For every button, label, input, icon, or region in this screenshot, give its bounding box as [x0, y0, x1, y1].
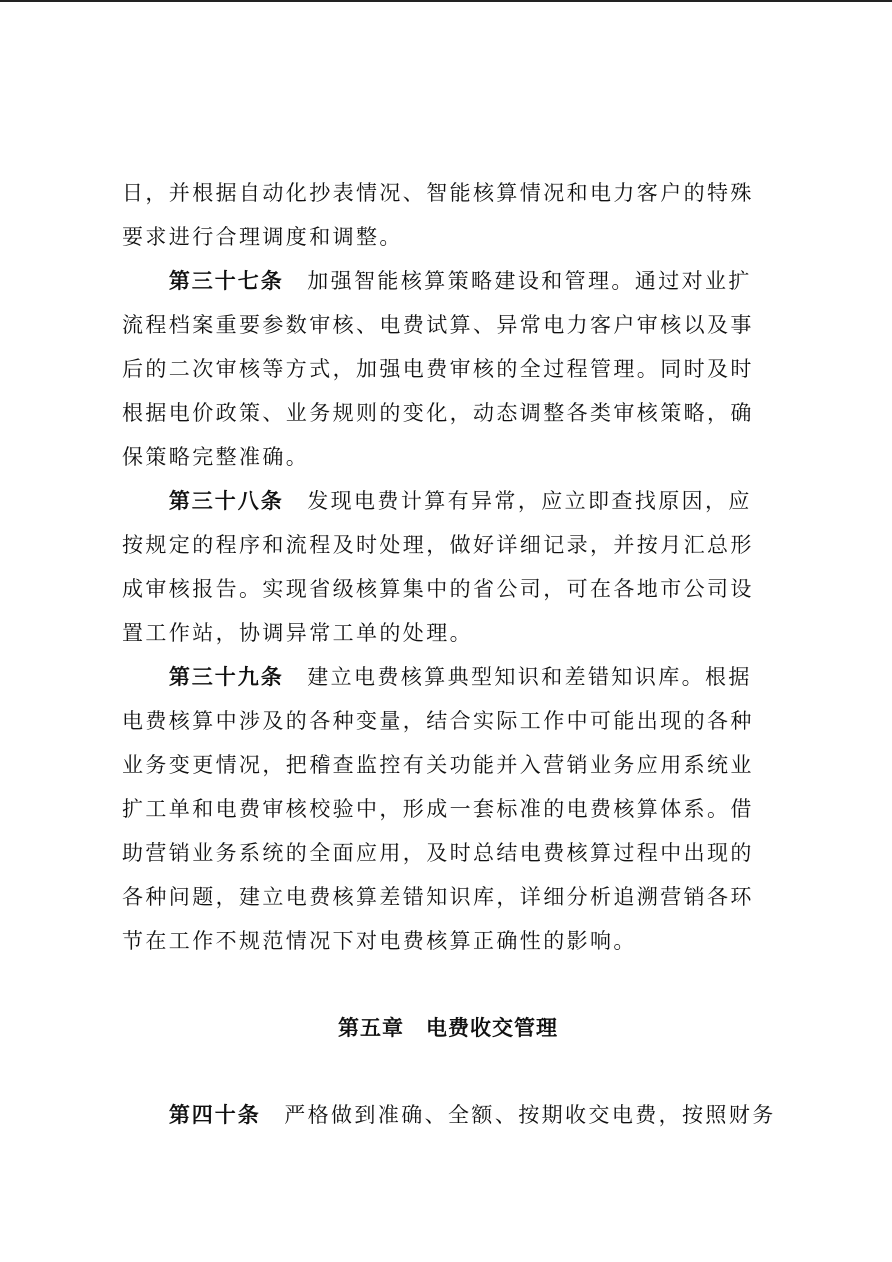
- article-text: 严格做到准确、全额、按期收交电费，按照财务: [284, 1103, 776, 1127]
- document-page: [122, 171, 774, 1137]
- text-line: 置工作站，协调异常工单的处理。: [122, 621, 473, 645]
- article-title: 第四十条: [168, 1103, 261, 1127]
- text-line: 流程档案重要参数审核、电费试算、异常电力客户审核以及事: [122, 313, 754, 337]
- text-line: 业务变更情况，把稽查监控有关功能并入营销业务应用系统业: [122, 753, 754, 777]
- text-line: 保策略完整准确。: [122, 445, 310, 469]
- top-border-line: [0, 0, 892, 2]
- text-line: 各种问题，建立电费核算差错知识库，详细分析追溯营销各环: [122, 885, 754, 909]
- text-line: 后的二次审核等方式，加强电费审核的全过程管理。同时及时: [122, 357, 754, 381]
- text-line: 电费核算中涉及的各种变量，结合实际工作中可能出现的各种: [122, 709, 754, 733]
- article-title: 第三十九条: [168, 665, 284, 689]
- article-37: [122, 259, 774, 479]
- chapter-number: 第五章: [338, 1016, 404, 1040]
- article-38: [122, 479, 774, 655]
- article-first-line: [122, 1093, 774, 1137]
- chapter-heading: [122, 1006, 774, 1050]
- article-title: 第三十八条: [168, 489, 284, 513]
- article-40: [122, 1093, 774, 1137]
- article-first-line: [122, 479, 774, 523]
- text-line: 成审核报告。实现省级核算集中的省公司，可在各地市公司设: [122, 577, 754, 601]
- text-line: 日，并根据自动化抄表情况、智能核算情况和电力客户的特殊: [122, 181, 754, 205]
- article-39: [122, 655, 774, 963]
- text-line: 根据电价政策、业务规则的变化，动态调整各类审核策略，确: [122, 401, 754, 425]
- text-line: 节在工作不规范情况下对电费核算正确性的影响。: [122, 929, 637, 953]
- text-line: 扩工单和电费审核校验中，形成一套标准的电费核算体系。借: [122, 797, 754, 821]
- text-line: 要求进行合理调度和调整。: [122, 225, 403, 249]
- text-line: 助营销业务系统的全面应用，及时总结电费核算过程中出现的: [122, 841, 754, 865]
- paragraph-continuation: [122, 171, 774, 259]
- article-first-line: [122, 655, 774, 699]
- article-text: 加强智能核算策略建设和管理。通过对业扩: [307, 269, 752, 293]
- article-title: 第三十七条: [168, 269, 284, 293]
- article-first-line: [122, 259, 774, 303]
- chapter-title: 电费收交管理: [426, 1016, 558, 1040]
- article-text: 发现电费计算有异常，应立即查找原因，应: [307, 489, 752, 513]
- article-text: 建立电费核算典型知识和差错知识库。根据: [307, 665, 752, 689]
- text-line: 按规定的程序和流程及时处理，做好详细记录，并按月汇总形: [122, 533, 754, 557]
